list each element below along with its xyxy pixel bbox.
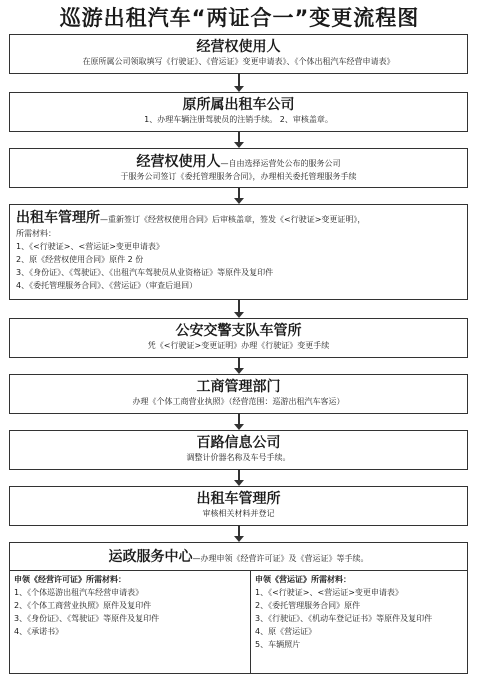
material-item: 1、《<行驶证>、<营运证>变更申请表》: [16, 242, 164, 251]
step-text: 审核相关材料并登记: [202, 509, 275, 518]
step-text: 调整计价器名称及车号手续。: [186, 453, 291, 462]
page-title: 巡游出租汽车“两证合一”变更流程图: [59, 6, 420, 30]
step-taxi-management-register: [9, 486, 468, 526]
flow-arrow: [234, 300, 244, 318]
material-item: 4、《承诺书》: [14, 627, 64, 636]
step-bailu-info-company: [9, 430, 468, 470]
flow-arrow: [234, 188, 244, 204]
flow-arrow: [234, 414, 244, 430]
step-text: 在原所属公司领取填写《行驶证》、《营运证》变更申请表》、《个体出租汽车经营申请表》: [82, 57, 395, 66]
flow-arrow: [234, 526, 244, 542]
step-heading: 出租车管理所: [196, 491, 281, 507]
step-industry-commerce: [9, 374, 468, 414]
business-license-materials: [10, 571, 250, 673]
flow-arrow: [234, 358, 244, 374]
material-item: 4、《委托管理服务合同》、《营运证》（审查后退回）: [16, 281, 198, 290]
material-item: 5、车辆照片: [255, 640, 301, 649]
step-heading: 原所属出租车公司: [182, 97, 295, 113]
step-heading: 经营权使用人: [136, 154, 221, 170]
step-license-user: [9, 34, 468, 74]
flow-arrow: [234, 132, 244, 148]
materials-title: 申领《营运证》所需材料：: [255, 575, 351, 584]
material-item: 3、《行驶证》、《机动车登记证书》等原件及复印件: [255, 614, 433, 623]
step-original-taxi-company: [9, 92, 468, 132]
step-text: 凭《<行驶证>变更证明》办理《行驶证》变更手续: [147, 341, 330, 350]
material-item: 3、《身份证》、《驾驶证》等原件及复印件: [14, 614, 160, 623]
flow-arrow: [234, 470, 244, 486]
step-heading-suffix: —重新签订《经营权使用合同》后审核盖章，签发《<行驶证>变更证明》，: [100, 215, 366, 224]
material-item: 2、《个体工商营业执照》原件及复印件: [14, 601, 152, 610]
step-heading: 工商管理部门: [196, 379, 281, 395]
step-license-user-service: [9, 148, 468, 188]
step-text: 1、办理车辆注册驾驶员的注销手续。 2、审核盖章。: [144, 115, 333, 124]
materials-title: 申领《经营许可证》所需材料：: [14, 575, 126, 584]
step-transport-service-center: [9, 542, 468, 674]
step-heading: 运政服务中心: [108, 549, 193, 565]
step-traffic-police-dmv: [9, 318, 468, 358]
material-item: 4、原《营运证》: [255, 627, 317, 636]
step-heading: 百路信息公司: [196, 435, 281, 451]
step-heading-suffix: —办理申领《经营许可证》及《营运证》等手续。: [192, 554, 369, 563]
material-item: 3、《身份证》、《驾驶证》、《出租汽车驾驶员从业资格证》等原件及复印件: [16, 268, 274, 277]
material-item: 2、原《经营权使用合同》原件 2 份: [16, 255, 144, 264]
step-text: 于服务公司签订《委托管理服务合同》，办理相关委托管理服务手续: [120, 172, 357, 181]
step-heading: 公安交警支队车管所: [175, 323, 302, 339]
material-item: 2、《委托管理服务合同》原件: [255, 601, 361, 610]
step-heading: 出租车管理所: [16, 210, 100, 226]
step-heading: 经营权使用人: [196, 39, 281, 55]
material-item: 1、《个体巡游出租汽车经营申请表》: [14, 588, 144, 597]
step-text: 办理《个体工商营业执照》（经营范围：巡游出租汽车客运）: [132, 397, 345, 406]
flow-arrow: [234, 74, 244, 92]
step-text: 所需材料：: [16, 229, 56, 238]
step-taxi-management-office: [9, 204, 468, 300]
operating-certificate-materials: [251, 571, 467, 673]
material-item: 1、《<行驶证>、<营运证>变更申请表》: [255, 588, 403, 597]
step-heading-suffix: —自由选择运营处公布的服务公司: [220, 159, 341, 168]
